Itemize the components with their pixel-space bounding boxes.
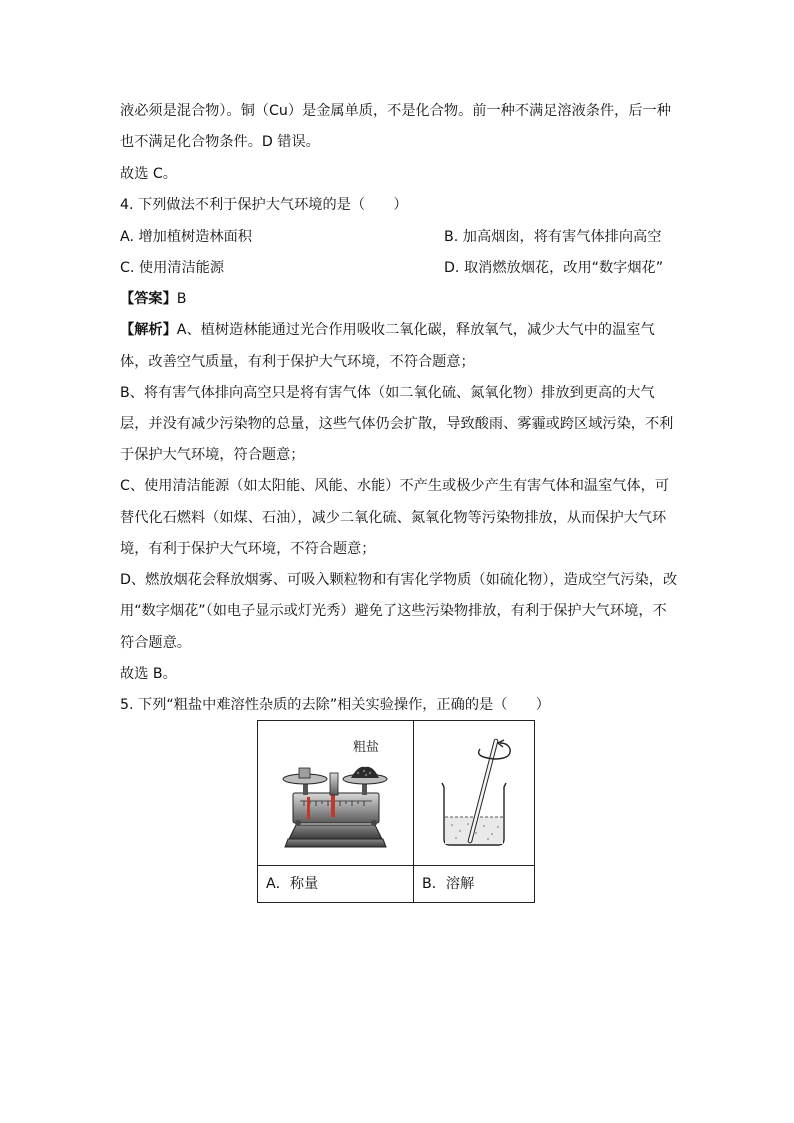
analysis-line <box>120 320 680 340</box>
answer-value: B <box>176 291 187 307</box>
text-line: 境，有利于保护大气环境，不符合题意； <box>120 541 376 557</box>
answer-tag: 【答案】 <box>120 291 177 307</box>
q4-option-c: C. 使用清洁能源 <box>120 260 225 276</box>
text-line: 替代化石燃料（如煤、石油），减少二氧化硫、氮氧化物等污染物排放，从而保护大气环 <box>120 510 667 526</box>
q4-option-b: B. 加高烟囱，将有害气体排向高空 <box>444 229 662 245</box>
q4-option-d: D. 取消燃放烟花，改用“数字烟花” <box>444 260 664 276</box>
question-4: 4. 下列做法不利于保护大气环境的是（ ） <box>120 197 408 213</box>
conclusion: 故选 B。 <box>120 666 177 682</box>
text-line: 符合题意。 <box>120 635 191 651</box>
answer-line <box>120 289 680 309</box>
caption-b: B．溶解 <box>414 866 535 903</box>
text-line: 也不满足化合物条件。D 错误。 <box>120 134 320 150</box>
figure-cell-b <box>414 721 535 866</box>
text-line: 液必须是混合物）。铜（Cu）是金属单质，不是化合物。前一种不满足溶液条件，后一种 <box>120 103 671 119</box>
question-5: 5. 下列“粗盐中难溶性杂质的去除”相关实验操作，正确的是（ ） <box>120 697 550 713</box>
balance-scale-illustration <box>258 721 413 861</box>
text-line: D、燃放烟花会释放烟雾、可吸入颗粒物和有害化学物质（如硫化物），造成空气污染，改 <box>120 572 678 588</box>
text-line: C、使用清洁能源（如太阳能、风能、水能）不产生或极少产生有害气体和温室气体，可 <box>120 478 670 494</box>
analysis-text: A、植树造林能通过光合作用吸收二氧化碳，释放氧气，减少大气中的温室气 <box>176 322 655 338</box>
text-line: 于保护大气环境，符合题意； <box>120 447 305 463</box>
q4-option-a: A. 增加植树造林面积 <box>120 229 252 245</box>
figure-cell-a <box>258 721 414 866</box>
caption-a: A．称量 <box>258 866 414 903</box>
experiment-figure-table <box>257 720 535 903</box>
analysis-tag: 【解析】 <box>120 322 177 338</box>
text-line: 层，并没有减少污染物的总量，这些气体仍会扩散，导致酸雨、雾霾或跨区域污染，不利 <box>120 416 674 432</box>
text-line: 故选 C。 <box>120 166 177 182</box>
text-line: 用“数字烟花”（如电子显示或灯光秀）避免了这些污染物排放，有利于保护大气环境，不 <box>120 603 667 619</box>
text-line: B、将有害气体排向高空只是将有害气体（如二氧化硫、氮氧化物）排放到更高的大气 <box>120 385 655 401</box>
beaker-stirring-illustration <box>414 721 534 861</box>
text-line: 体，改善空气质量，有利于保护大气环境，不符合题意； <box>120 354 475 370</box>
balance-label: 粗盐 <box>353 740 380 755</box>
